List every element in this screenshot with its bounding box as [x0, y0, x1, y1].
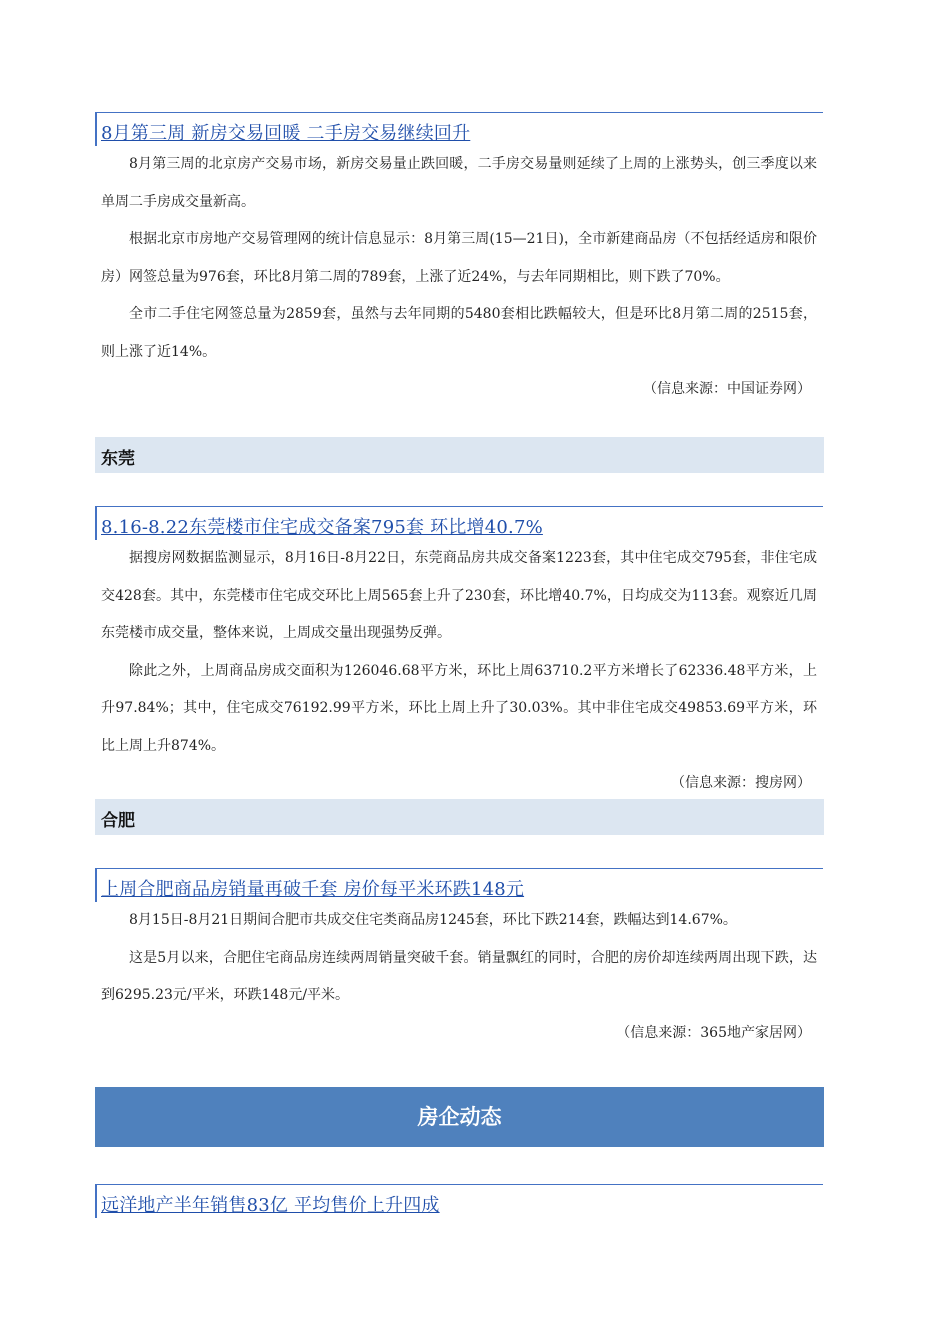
article-paragraph: 全市二手住宅网签总量为2859套，虽然与去年同期的5480套相比跌幅较大，但是环比8月第二周的2515套，则上涨了近14%。 [101, 306, 817, 360]
article-header [95, 506, 823, 540]
article-title-link[interactable]: 上周合肥商品房销量再破千套 房价每平米环跌148元 [101, 879, 525, 900]
section-banner-title: 房企动态 [417, 1105, 502, 1129]
article-title-link[interactable]: 8.16-8.22东莞楼市住宅成交备案795套 环比增40.7% [101, 517, 543, 538]
article-paragraph: 除此之外，上周商品房成交面积为126046.68平方米，环比上周63710.2平方米增长了62336.48平方米，上升97.84%；其中，住宅成交76192.99平方米，环比上周上升了30.03%。其中非住宅成交49853.69平方米，环比上周上升874%。 [101, 662, 817, 754]
header-rule [95, 506, 823, 507]
article-title-link[interactable]: 8月第三周 新房交易回暖 二手房交易继续回升 [101, 123, 471, 144]
region-bar-dongguan [95, 437, 824, 473]
article-source: （信息来源：搜房网） [671, 775, 811, 791]
region-bar-hefei [95, 799, 824, 835]
article-header [95, 1184, 823, 1218]
header-rule [95, 1184, 823, 1185]
article-sino-ocean [95, 1184, 823, 1218]
header-rule [95, 112, 823, 113]
article-paragraph: 根据北京市房地产交易管理网的统计信息显示：8月第三周(15—21日)，全市新建商品房（不包括经适房和限价房）网签总量为976套，环比8月第二周的789套，上涨了近24%，与去年同期相比，则下跌了70%。 [101, 231, 817, 285]
header-rule [95, 868, 823, 869]
article-title-link[interactable]: 远洋地产半年销售83亿 平均售价上升四成 [101, 1195, 440, 1216]
article-hefei [95, 868, 823, 1052]
article-source: （信息来源：中国证券网） [643, 381, 811, 397]
article-beijing [95, 112, 823, 408]
article-header [95, 112, 823, 146]
region-label: 东莞 [101, 449, 135, 469]
header-rule-left [95, 868, 97, 902]
article-source: （信息来源：365地产家居网） [616, 1024, 811, 1041]
article-paragraph: 这是5月以来，合肥住宅商品房连续两周销量突破千套。销量飘红的同时，合肥的房价却连续两周出现下跌，达到6295.23元/平米，环跌148元/平米。 [101, 949, 817, 1003]
article-header [95, 868, 823, 902]
header-rule-left [95, 506, 97, 540]
article-paragraph: 8月第三周的北京房产交易市场，新房交易量止跌回暖，二手房交易量则延续了上周的上涨势头，创三季度以来单周二手房成交量新高。 [101, 156, 817, 210]
header-rule-left [95, 112, 97, 146]
section-banner [95, 1087, 824, 1147]
header-rule-left [95, 1184, 97, 1218]
article-paragraph: 8月15日-8月21日期间合肥市共成交住宅类商品房1245套，环比下跌214套，跌幅达到14.67%。 [129, 912, 737, 928]
article-paragraph: 据搜房网数据监测显示，8月16日-8月22日，东莞商品房共成交备案1223套，其中住宅成交795套，非住宅成交428套。其中，东莞楼市住宅成交环比上周565套上升了230套，环比增40.7%，日均成交为113套。观察近几周东莞楼市成交量，整体来说，上周成交量出现强势反弹。 [101, 550, 817, 641]
region-label: 合肥 [101, 811, 135, 831]
article-dongguan [95, 506, 823, 802]
